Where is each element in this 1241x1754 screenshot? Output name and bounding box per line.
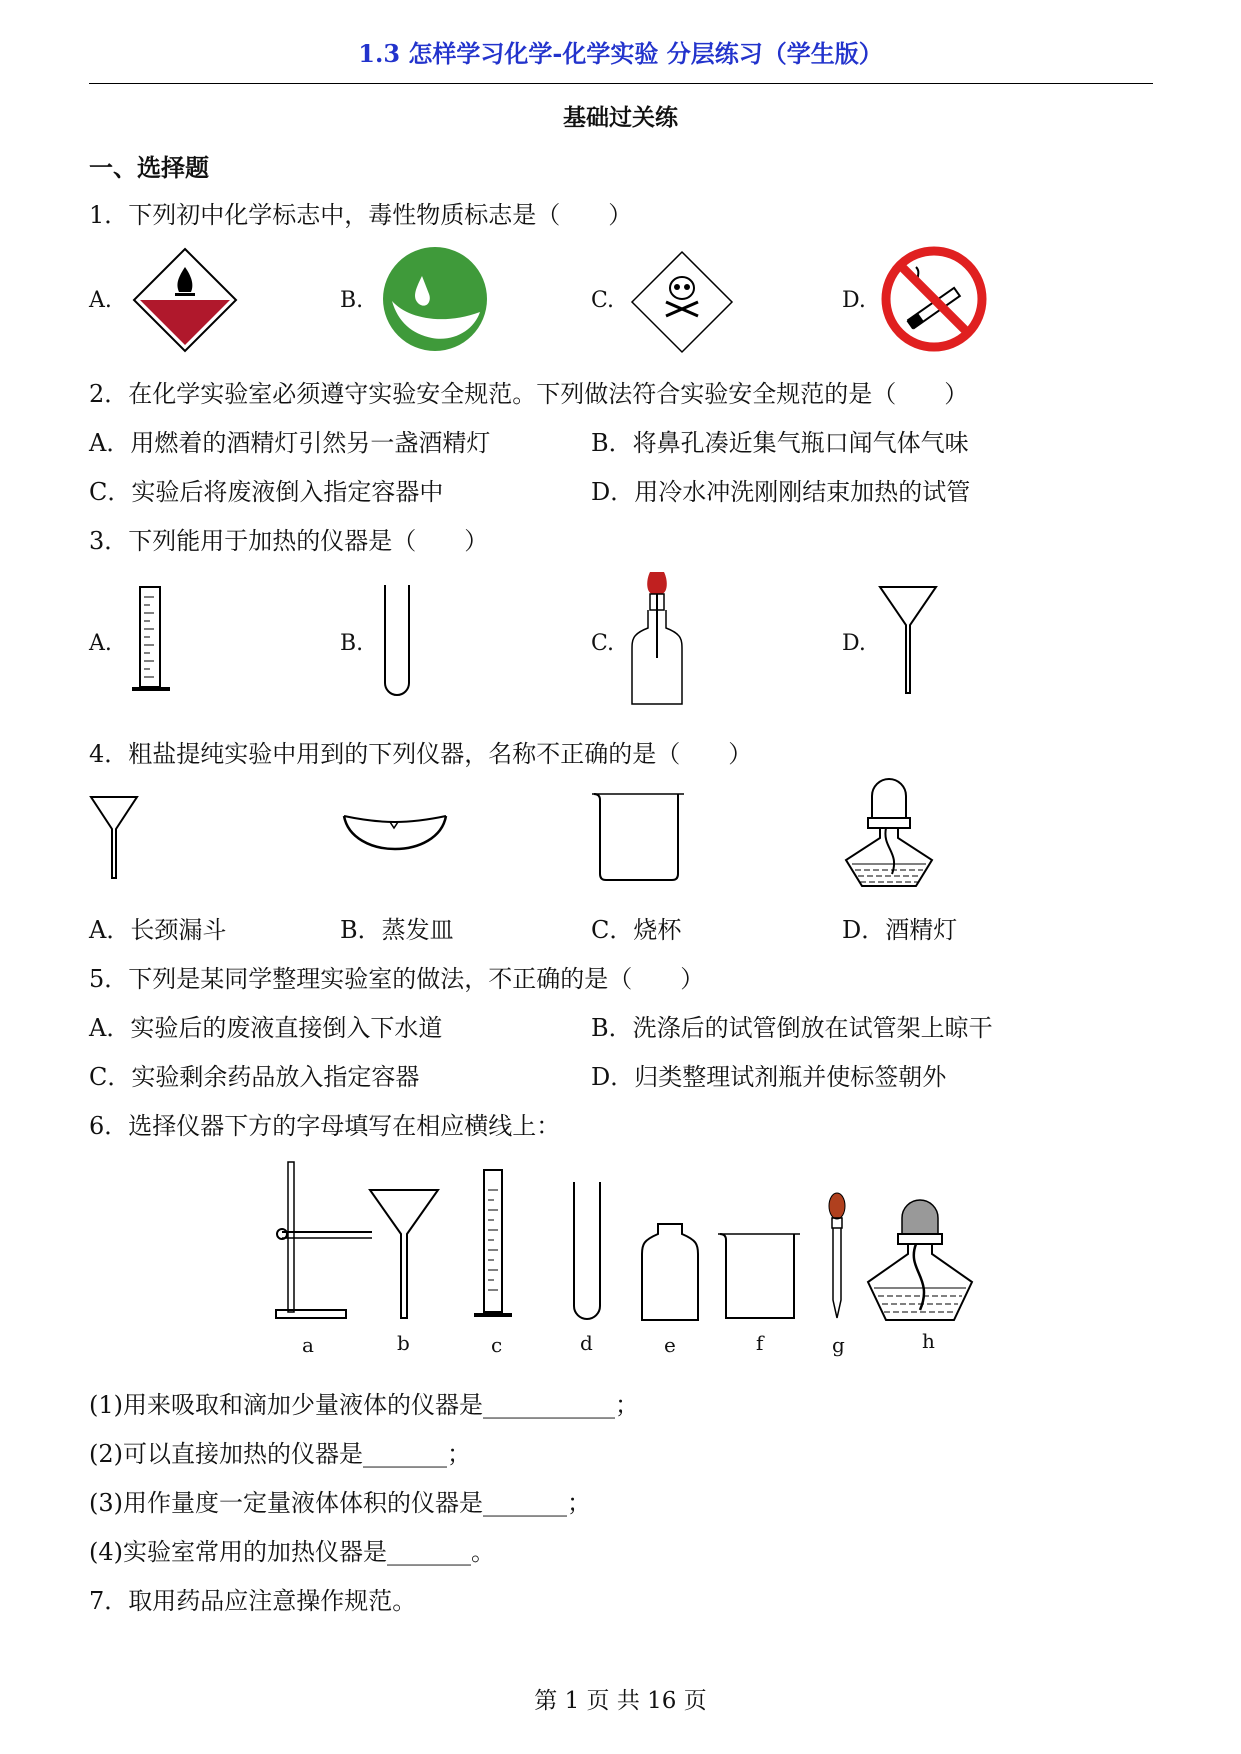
q1-option-c-label: C. <box>591 288 615 313</box>
beaker-icon <box>592 790 686 884</box>
alcohol-lamp-icon <box>864 1200 976 1322</box>
q2-stem: 2．在化学实验室必须遵守实验安全规范。下列做法符合实验安全规范的是（ ） <box>89 380 969 408</box>
flammable-hazard-icon <box>132 247 238 353</box>
q6-part-2: (2)可以直接加热的仪器是_______； <box>89 1440 471 1468</box>
apparatus-letter-f: f <box>756 1331 764 1355</box>
q5-option-b: B．洗涤后的试管倒放在试管架上晾干 <box>591 1014 993 1042</box>
q7-stem: 7．取用药品应注意操作规范。 <box>89 1587 417 1615</box>
alcohol-lamp-icon <box>840 778 938 890</box>
q1-option-d-label: D. <box>842 288 866 313</box>
q1-option-a-label: A. <box>89 288 112 313</box>
q3-stem: 3．下列能用于加热的仪器是（ ） <box>89 527 489 555</box>
q3-option-b-label: B. <box>340 631 364 656</box>
evaporating-dish-icon <box>342 808 448 860</box>
corrosive-green-icon <box>382 246 488 352</box>
page-number: 第 1 页 共 16 页 <box>534 1688 707 1714</box>
subtitle: 基础过关练 <box>563 104 678 131</box>
q5-option-a: A．实验后的废液直接倒入下水道 <box>89 1014 443 1042</box>
q3-option-a-label: A. <box>89 631 112 656</box>
beaker-icon <box>718 1230 802 1322</box>
q5-option-c: C．实验剩余药品放入指定容器 <box>89 1063 420 1091</box>
q2-option-a: A．用燃着的酒精灯引然另一盏酒精灯 <box>89 429 491 457</box>
q3-option-c-label: C. <box>591 631 615 656</box>
q2-option-c: C．实验后将废液倒入指定容器中 <box>89 478 444 506</box>
q5-option-d: D．归类整理试剂瓶并使标签朝外 <box>591 1063 947 1091</box>
funnel-icon <box>878 585 938 695</box>
apparatus-letter-d: d <box>580 1331 593 1355</box>
apparatus-letter-h: h <box>922 1329 935 1353</box>
q3-option-d-label: D. <box>842 631 866 656</box>
apparatus-letter-e: e <box>664 1333 676 1357</box>
funnel-icon <box>368 1188 440 1320</box>
apparatus-letter-c: c <box>491 1333 503 1357</box>
q6-part-3: (3)用作量度一定量液体体积的仪器是_______； <box>89 1489 591 1517</box>
q5-stem: 5．下列是某同学整理实验室的做法，不正确的是（ ） <box>89 965 705 993</box>
q2-option-b: B．将鼻孔凑近集气瓶口闻气体气味 <box>591 429 969 457</box>
q6-stem: 6．选择仪器下方的字母填写在相应横线上： <box>89 1112 561 1140</box>
section-heading: 一、选择题 <box>89 153 209 182</box>
iron-stand-icon <box>272 1160 376 1322</box>
dropper-icon <box>826 1190 848 1320</box>
q6-part-4: (4)实验室常用的加热仪器是_______。 <box>89 1538 495 1566</box>
q1-stem: 1．下列初中化学标志中，毒性物质标志是（ ） <box>89 201 633 229</box>
q4-stem: 4．粗盐提纯实验中用到的下列仪器，名称不正确的是（ ） <box>89 740 753 768</box>
q4-option-d: D．酒精灯 <box>842 916 958 944</box>
q4-option-a: A．长颈漏斗 <box>89 916 227 944</box>
no-smoking-icon <box>880 245 988 353</box>
apparatus-letter-a: a <box>302 1333 314 1357</box>
funnel-icon <box>89 795 139 880</box>
q2-option-d: D．用冷水冲洗刚刚结束加热的试管 <box>591 478 971 506</box>
dropper-bottle-icon <box>628 570 686 710</box>
toxic-skull-icon <box>630 250 734 354</box>
header-divider <box>89 83 1153 84</box>
q4-option-c: C．烧杯 <box>591 916 682 944</box>
apparatus-letter-g: g <box>832 1333 845 1357</box>
reagent-bottle-icon <box>640 1222 700 1322</box>
graduated-cylinder-icon <box>474 1168 514 1322</box>
test-tube-icon <box>382 583 412 698</box>
test-tube-icon <box>570 1180 604 1322</box>
apparatus-letter-b: b <box>397 1331 410 1355</box>
document-title: 1.3 怎样学习化学-化学实验 分层练习（学生版） <box>358 39 883 68</box>
q1-option-b-label: B. <box>340 288 364 313</box>
graduated-cylinder-icon <box>132 585 172 697</box>
q6-part-1: (1)用来吸取和滴加少量液体的仪器是___________； <box>89 1391 639 1419</box>
q4-option-b: B．蒸发皿 <box>340 916 454 944</box>
